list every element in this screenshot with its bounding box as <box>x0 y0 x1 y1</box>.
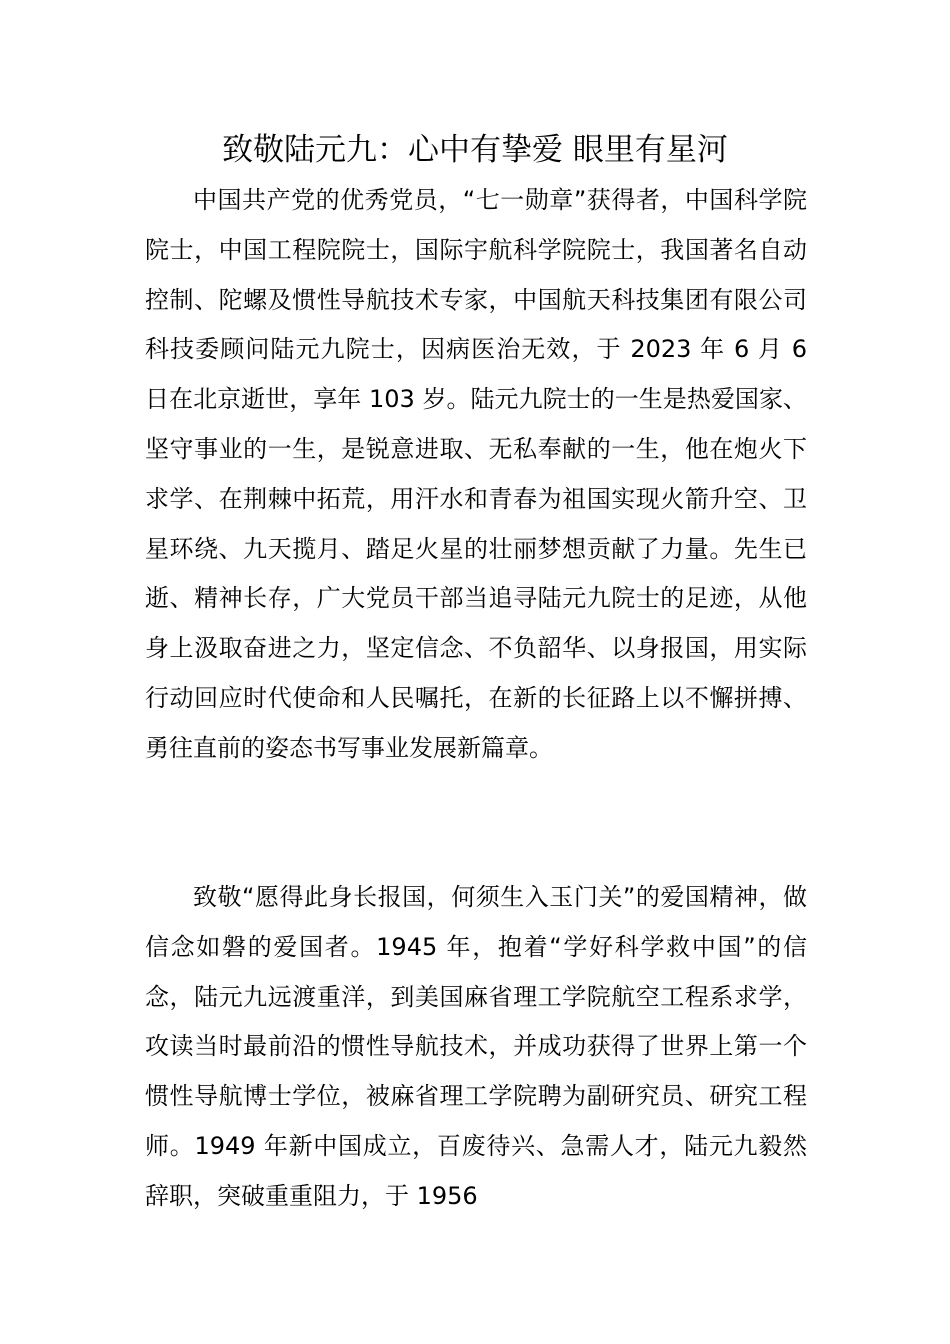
paragraph-1: 中国共产党的优秀党员，“七一勋章”获得者，中国科学院院士，中国工程院院士，国际宇航科学院院士，我国著名自动控制、陀螺及惯性导航技术专家，中国航天科技集团有限公司科技委顾问陆元九院士，因病医治无效，于 2023 年 6 月 6 日在北京逝世，享年 103 岁。陆元九院士的一生是热爱国家、坚守事业的一生，是锐意进取、无私奉献的一生，他在炮火下求学、在荆棘中拓荒，用汗水和青春为祖国实现火箭升空、卫星环绕、九天揽月、踏足火星的壮丽梦想贡献了力量。先生已逝、精神长存，广大党员干部当追寻陆元九院士的足迹，从他身上汲取奋进之力，坚定信念、不负韶华、以身报国，用实际行动回应时代使命和人民嘱托，在新的长征路上以不懈拼搏、勇往直前的姿态书写事业发展新篇章。 <box>145 186 807 762</box>
document-title: 致敬陆元九：心中有挚爱 眼里有星河 <box>222 132 728 168</box>
paragraph-2: 致敬“愿得此身长报国，何须生入玉门关”的爱国精神，做信念如磐的爱国者。1945 年，抱着“学好科学救中国”的信念，陆元九远渡重洋，到美国麻省理工学院航空工程系求学，攻读当时最前沿的惯性导航技术，并成功获得了世界上第一个惯性导航博士学位，被麻省理工学院聘为副研究员、研究工程师。1949 年新中国成立，百废待兴、急需人才，陆元九毅然辞职，突破重重阻力，于 1956 <box>145 883 807 1210</box>
